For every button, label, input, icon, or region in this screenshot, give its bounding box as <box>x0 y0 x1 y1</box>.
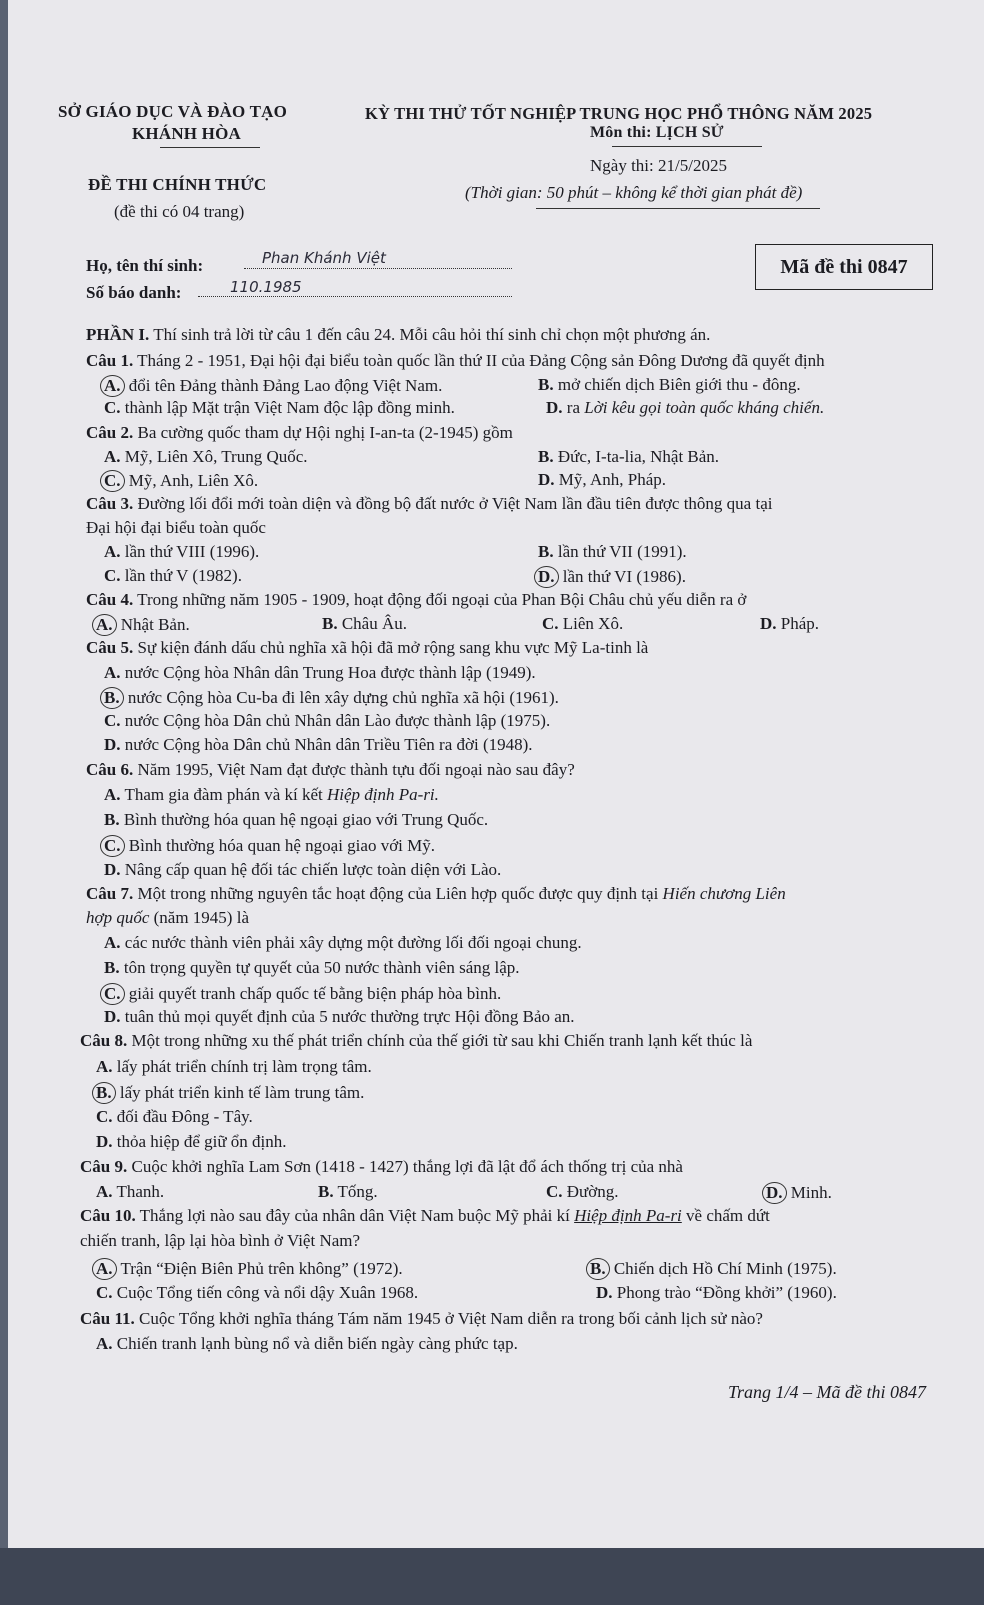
page-footer: Trang 1/4 – Mã đề thi 0847 <box>728 1382 927 1402</box>
option-key: B. <box>322 614 338 633</box>
q10-option-a[interactable] <box>96 1258 403 1280</box>
option-text: lần thứ V (1982). <box>120 566 242 585</box>
question-text: Cuộc Tổng khởi nghĩa tháng Tám năm 1945 ở Việt Nam diễn ra trong bối cảnh lịch sử nào? <box>134 1309 763 1328</box>
question-text: Năm 1995, Việt Nam đạt được thành tựu đối ngoại nào sau đây? <box>133 760 575 779</box>
question-text: Ba cường quốc tham dự Hội nghị I-an-ta (2-1945) gồm <box>133 423 513 442</box>
question-text-italic: hợp quốc <box>86 908 150 927</box>
option-text: Nhật Bản. <box>116 615 190 634</box>
question-5 <box>86 638 648 658</box>
q6-option-a[interactable] <box>104 785 439 805</box>
option-text: Chiến dịch Hồ Chí Minh (1975). <box>609 1259 837 1278</box>
option-text: nước Cộng hòa Nhân dân Trung Hoa được thành lập (1949). <box>120 663 536 682</box>
option-text: Mỹ, Anh, Pháp. <box>554 470 666 489</box>
q8-option-b[interactable] <box>96 1082 364 1104</box>
option-key: D. <box>760 614 777 633</box>
q9-option-b[interactable] <box>318 1182 378 1202</box>
option-text: Mỹ, Liên Xô, Trung Quốc. <box>120 447 308 466</box>
option-text: thành lập Mặt trận Việt Nam độc lập đồng minh. <box>120 398 455 417</box>
q6-option-c[interactable] <box>104 835 435 857</box>
q5-option-a[interactable] <box>104 663 536 683</box>
option-text: Châu Âu. <box>337 614 408 633</box>
question-1 <box>86 351 825 371</box>
option-text: Bình thường hóa quan hệ ngoại giao với Trung Quốc. <box>119 810 489 829</box>
option-key: C. <box>96 1107 113 1126</box>
option-text: mở chiến dịch Biên giới thu - đông. <box>553 375 801 394</box>
option-text: Thanh. <box>112 1182 165 1201</box>
question-11 <box>80 1309 763 1329</box>
option-key: D. <box>596 1283 613 1302</box>
option-key: B. <box>586 1258 610 1280</box>
option-key: C. <box>104 398 121 417</box>
question-number: Câu 3. <box>86 494 134 513</box>
question-7-line2 <box>86 908 249 928</box>
q7-option-b[interactable] <box>104 958 520 978</box>
option-text-italic: Hiệp định Pa-ri. <box>327 785 439 804</box>
q5-option-b[interactable] <box>104 687 559 709</box>
question-text: về chấm dứt <box>681 1206 770 1225</box>
option-key: A. <box>104 785 121 804</box>
option-text: nước Cộng hòa Cu-ba đi lên xây dựng chủ nghĩa xã hội (1961). <box>123 688 559 707</box>
option-text: Liên Xô. <box>558 614 624 633</box>
q6-option-b[interactable] <box>104 810 488 830</box>
candidate-name-value: Phan Khánh Việt <box>262 249 386 267</box>
option-key: D. <box>762 1182 787 1204</box>
option-key: A. <box>100 375 125 397</box>
part1-text: Thí sinh trả lời từ câu 1 đến câu 24. Mỗi câu hỏi thí sinh chỉ chọn một phương án. <box>149 325 711 344</box>
option-text: thỏa hiệp để giữ ổn định. <box>112 1132 287 1151</box>
q10-option-c[interactable] <box>96 1283 418 1303</box>
option-text: tuân thủ mọi quyết định của 5 nước thường trực Hội đồng Bảo an. <box>120 1007 575 1026</box>
q10-option-d[interactable] <box>596 1283 837 1303</box>
q1-option-a[interactable] <box>104 375 442 397</box>
question-text: Sự kiện đánh dấu chủ nghĩa xã hội đã mở rộng sang khu vực Mỹ La-tinh là <box>133 638 649 657</box>
question-text: Một trong những xu thế phát triển chính của thế giới từ sau khi Chiến tranh lạnh kết thúc là <box>127 1031 753 1050</box>
q8-option-a[interactable] <box>96 1057 372 1077</box>
question-text: Cuộc khởi nghĩa Lam Sơn (1418 - 1427) thắng lợi đã lật đổ ách thống trị của nhà <box>127 1157 683 1176</box>
q3-option-b[interactable] <box>538 542 687 562</box>
province-name: KHÁNH HÒA <box>132 124 241 143</box>
q8-option-c[interactable] <box>96 1107 253 1127</box>
question-number: Câu 11. <box>80 1309 135 1328</box>
part1-instruction <box>86 325 710 345</box>
option-key: D. <box>538 470 555 489</box>
option-text: Đức, I-ta-lia, Nhật Bản. <box>553 447 720 466</box>
exam-code-box: Mã đề thi 0847 <box>755 244 933 290</box>
q8-option-d[interactable] <box>96 1132 287 1152</box>
option-key: D. <box>96 1132 113 1151</box>
option-text: lần thứ VII (1991). <box>553 542 687 561</box>
candidate-id-value: 110.1985 <box>230 278 302 296</box>
option-text: lần thứ VIII (1996). <box>120 542 260 561</box>
q2-option-a[interactable] <box>104 447 308 467</box>
subject-line: Môn thi: LỊCH SỬ <box>590 124 724 141</box>
option-key: C. <box>100 835 125 857</box>
option-text-italic: Lời kêu gọi toàn quốc kháng chiến. <box>584 398 825 417</box>
question-8 <box>80 1031 752 1051</box>
question-text-italic: Hiệp định Pa-ri <box>574 1206 682 1225</box>
q7-option-a[interactable] <box>104 933 582 953</box>
question-number: Câu 10. <box>80 1206 136 1225</box>
header-rule-right <box>612 146 762 147</box>
q9-option-d[interactable] <box>766 1182 832 1204</box>
q4-option-d[interactable] <box>760 614 819 634</box>
q1-option-c[interactable] <box>104 398 455 418</box>
question-number: Câu 8. <box>80 1031 128 1050</box>
question-text: Đường lối đổi mới toàn diện và đồng bộ đất nước ở Việt Nam lần đầu tiên được thông qua tại <box>133 494 773 513</box>
option-key: A. <box>92 614 117 636</box>
option-text: các nước thành viên phải xây dựng một đường lối đối ngoại chung. <box>120 933 582 952</box>
option-text: ra <box>562 398 585 417</box>
q6-option-d[interactable] <box>104 860 501 880</box>
option-text: Mỹ, Anh, Liên Xô. <box>124 471 259 490</box>
pages-note: (đề thi có 04 trang) <box>114 202 245 221</box>
option-key: B. <box>538 542 554 561</box>
option-text: nước Cộng hòa Dân chủ Nhân dân Lào được thành lập (1975). <box>120 711 551 730</box>
question-6 <box>86 760 575 780</box>
option-key: D. <box>104 860 121 879</box>
exam-title: KỲ THI THỬ TỐT NGHIỆP TRUNG HỌC PHỔ THÔNG NĂM 2025 <box>365 104 873 123</box>
q3-option-d[interactable] <box>538 566 686 588</box>
option-key: A. <box>104 663 121 682</box>
option-key: D. <box>104 735 121 754</box>
q5-option-d[interactable] <box>104 735 533 755</box>
q5-option-c[interactable] <box>104 711 550 731</box>
question-3 <box>86 494 772 514</box>
option-text: lần thứ VI (1986). <box>558 567 686 586</box>
question-number: Câu 5. <box>86 638 134 657</box>
option-key: C. <box>546 1182 563 1201</box>
option-key: B. <box>538 375 554 394</box>
option-key: C. <box>100 470 125 492</box>
q2-option-c[interactable] <box>104 470 258 492</box>
option-text: đổi tên Đảng thành Đảng Lao động Việt Nam. <box>124 376 443 395</box>
exam-date: Ngày thi: 21/5/2025 <box>590 156 727 175</box>
question-text-italic: Hiến chương Liên <box>662 884 786 903</box>
q3-option-a[interactable] <box>104 542 259 562</box>
q9-option-c[interactable] <box>546 1182 619 1202</box>
q4-option-b[interactable] <box>322 614 407 634</box>
option-key: A. <box>104 933 121 952</box>
q7-option-c[interactable] <box>104 983 501 1005</box>
question-9 <box>80 1157 683 1177</box>
option-text: Trận “Điện Biên Phủ trên không” (1972). <box>116 1259 403 1278</box>
exam-duration: (Thời gian: 50 phút – không kể thời gian phát đề) <box>465 183 803 202</box>
option-key: A. <box>92 1258 117 1280</box>
q3-option-c[interactable] <box>104 566 242 586</box>
option-text: Nâng cấp quan hệ đối tác chiến lược toàn diện với Lào. <box>120 860 502 879</box>
option-key: D. <box>104 1007 121 1026</box>
q1-option-d[interactable] <box>546 398 824 418</box>
option-key: B. <box>318 1182 334 1201</box>
question-4 <box>86 590 746 610</box>
q4-option-a[interactable] <box>96 614 190 636</box>
q10-option-b[interactable] <box>590 1258 837 1280</box>
header-rule-left <box>160 147 260 148</box>
option-key: A. <box>96 1334 113 1353</box>
question-number: Câu 6. <box>86 760 134 779</box>
option-text: lấy phát triển kinh tế làm trung tâm. <box>115 1083 365 1102</box>
option-text: Cuộc Tổng tiến công và nổi dậy Xuân 1968. <box>112 1283 419 1302</box>
option-key: D. <box>534 566 559 588</box>
option-key: C. <box>104 711 121 730</box>
question-number: Câu 2. <box>86 423 134 442</box>
q2-option-b[interactable] <box>538 447 719 467</box>
q1-option-b[interactable] <box>538 375 801 395</box>
question-number: Câu 7. <box>86 884 134 903</box>
option-key: A. <box>104 447 121 466</box>
question-10-line2: chiến tranh, lập lại hòa bình ở Việt Nam? <box>80 1231 361 1250</box>
option-key: B. <box>104 810 120 829</box>
q11-option-a[interactable] <box>96 1334 518 1354</box>
candidate-id-label: Số báo danh: <box>86 283 182 302</box>
option-key: B. <box>100 687 124 709</box>
option-key: A. <box>96 1182 113 1201</box>
question-text: Trong những năm 1905 - 1909, hoạt động đối ngoại của Phan Bội Châu chủ yếu diễn ra ở <box>133 590 747 609</box>
option-text: Pháp. <box>776 614 820 633</box>
question-text: Một trong những nguyên tắc hoạt động của Liên hợp quốc được quy định tại <box>133 884 663 903</box>
option-key: D. <box>546 398 563 417</box>
option-key: C. <box>542 614 559 633</box>
header-rule-duration <box>536 208 820 209</box>
question-text: Thắng lợi nào sau đây của nhân dân Việt Nam buộc Mỹ phải kí <box>135 1206 575 1225</box>
option-key: B. <box>92 1082 116 1104</box>
candidate-id-dots <box>198 296 512 297</box>
option-key: C. <box>104 566 121 585</box>
candidate-name-label: Họ, tên thí sinh: <box>86 256 204 275</box>
q2-option-d[interactable] <box>538 470 666 490</box>
question-number: Câu 9. <box>80 1157 128 1176</box>
q4-option-c[interactable] <box>542 614 623 634</box>
candidate-name-dots <box>244 268 512 269</box>
question-3-line2: Đại hội đại biểu toàn quốc <box>86 518 266 537</box>
option-key: C. <box>100 983 125 1005</box>
official-label: ĐỀ THI CHÍNH THỨC <box>88 175 267 194</box>
option-key: A. <box>104 542 121 561</box>
option-key: B. <box>538 447 554 466</box>
option-text: Đường. <box>562 1182 619 1201</box>
q9-option-a[interactable] <box>96 1182 164 1202</box>
option-text: Chiến tranh lạnh bùng nổ và diễn biến ngày càng phức tạp. <box>112 1334 518 1353</box>
option-text: Tham gia đàm phán và kí kết <box>120 785 327 804</box>
question-text: (năm 1945) là <box>149 908 249 927</box>
q7-option-d[interactable] <box>104 1007 575 1027</box>
option-text: lấy phát triển chính trị làm trọng tâm. <box>112 1057 372 1076</box>
question-number: Câu 1. <box>86 351 134 370</box>
option-key: B. <box>104 958 120 977</box>
option-text: giải quyết tranh chấp quốc tế bằng biện pháp hòa bình. <box>124 984 502 1003</box>
part1-heading: PHẦN I. <box>86 325 150 344</box>
background-strip <box>0 1548 984 1605</box>
option-text: Bình thường hóa quan hệ ngoại giao với Mỹ. <box>124 836 436 855</box>
option-text: Tống. <box>333 1182 378 1201</box>
option-text: tôn trọng quyền tự quyết của 50 nước thành viên sáng lập. <box>119 958 520 977</box>
question-text: Tháng 2 - 1951, Đại hội đại biểu toàn quốc lần thứ II của Đảng Cộng sản Đông Dương đã quyết định <box>133 351 825 370</box>
department-name: SỞ GIÁO DỤC VÀ ĐÀO TẠO <box>58 102 288 121</box>
question-2 <box>86 423 513 443</box>
option-text: Phong trào “Đồng khởi” (1960). <box>612 1283 837 1302</box>
option-text: nước Cộng hòa Dân chủ Nhân dân Triều Tiên ra đời (1948). <box>120 735 533 754</box>
question-number: Câu 4. <box>86 590 134 609</box>
option-text: đối đầu Đông - Tây. <box>112 1107 253 1126</box>
question-7 <box>86 884 786 904</box>
option-text: Minh. <box>786 1183 832 1202</box>
option-key: A. <box>96 1057 113 1076</box>
option-key: C. <box>96 1283 113 1302</box>
question-10 <box>80 1206 770 1226</box>
